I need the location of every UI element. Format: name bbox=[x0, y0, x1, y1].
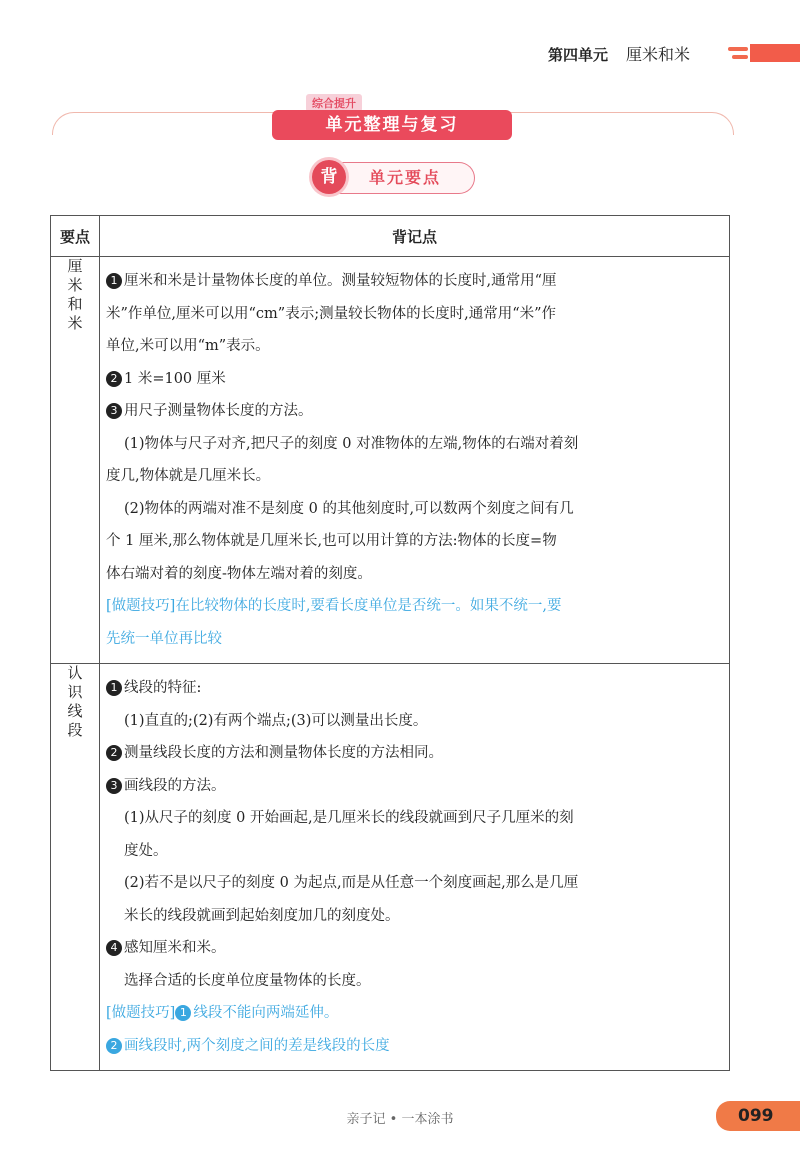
line-text: 画线段时,两个刻度之间的差是线段的长度 bbox=[124, 1037, 390, 1054]
line-text: (2)若不是以尺子的刻度 0 为起点,而是从任意一个刻度画起,那么是几厘 bbox=[124, 875, 579, 891]
banner-tag: 综合提升 bbox=[306, 94, 362, 112]
content-line bbox=[106, 965, 721, 998]
line-text: 用尺子测量物体长度的方法。 bbox=[124, 403, 313, 419]
content-line bbox=[106, 835, 721, 868]
table-header-row bbox=[51, 216, 730, 257]
line-text: 线段的特征: bbox=[124, 680, 202, 696]
content-line bbox=[106, 558, 721, 591]
content-line bbox=[106, 932, 721, 965]
line-text: 米长的线段就画到起始刻度加几的刻度处。 bbox=[124, 907, 400, 924]
content-line bbox=[106, 428, 721, 461]
title-banner bbox=[272, 94, 512, 140]
section-heading bbox=[312, 160, 477, 196]
tip-line bbox=[106, 623, 721, 656]
page-number-tab bbox=[716, 1101, 800, 1131]
line-text: 线段不能向两端延伸。 bbox=[193, 1005, 339, 1021]
content-line bbox=[106, 525, 721, 558]
number-badge-icon: 2 bbox=[106, 371, 122, 387]
number-badge-icon: 1 bbox=[175, 1005, 191, 1021]
row-content-cell bbox=[100, 664, 730, 1071]
line-text: 先统一单位再比较 bbox=[106, 630, 222, 647]
tip-line bbox=[106, 590, 721, 623]
content-line bbox=[106, 867, 721, 900]
content-line bbox=[106, 460, 721, 493]
content-line bbox=[106, 363, 721, 396]
content-line bbox=[106, 330, 721, 363]
line-text: 单位,米可以用“m”表示。 bbox=[106, 338, 270, 354]
row-label: 认识线段 bbox=[65, 665, 84, 741]
footer-text: 亲子记 • 一本涂书 bbox=[346, 1112, 454, 1127]
line-text: 感知厘米和米。 bbox=[124, 940, 226, 956]
content-line bbox=[106, 770, 721, 803]
banner-title: 单元整理与复习 bbox=[272, 110, 512, 140]
line-text: 画线段的方法。 bbox=[124, 777, 226, 794]
unit-label: 第四单元 bbox=[548, 46, 609, 64]
number-badge-icon: 1 bbox=[106, 680, 122, 696]
content-line bbox=[106, 802, 721, 835]
tip-line bbox=[106, 997, 721, 1030]
line-text: 度处。 bbox=[124, 842, 168, 859]
row-label-cell bbox=[51, 664, 100, 1071]
line-text: 测量线段长度的方法和测量物体长度的方法相同。 bbox=[124, 745, 443, 761]
content-line bbox=[106, 900, 721, 933]
topic-label: 厘米和米 bbox=[626, 45, 691, 64]
line-text: 米”作单位,厘米可以用“cm”表示;测量较长物体的长度时,通常用“米”作 bbox=[106, 305, 557, 322]
line-text: 厘米和米是计量物体长度的单位。测量较短物体的长度时,通常用“厘 bbox=[124, 273, 557, 289]
number-badge-icon: 3 bbox=[106, 403, 122, 419]
content-line bbox=[106, 395, 721, 428]
row-label: 厘米和米 bbox=[65, 258, 84, 334]
page-number: 099 bbox=[738, 1106, 774, 1126]
line-text: (1)物体与尺子对齐,把尺子的刻度 0 对准物体的左端,物体的右端对着刻 bbox=[124, 435, 579, 452]
line-text: 1 米=100 厘米 bbox=[124, 370, 226, 387]
key-points-table bbox=[50, 215, 730, 1071]
number-badge-icon: 4 bbox=[106, 940, 122, 956]
line-text: 在比较物体的长度时,要看长度单位是否统一。如果不统一,要 bbox=[175, 598, 562, 614]
section-title: 单元要点 bbox=[336, 162, 475, 194]
content-line bbox=[106, 737, 721, 770]
line-text: 个 1 厘米,那么物体就是几厘米长,也可以用计算的方法:物体的长度=物 bbox=[106, 533, 557, 549]
line-text: 体右端对着的刻度-物体左端对着的刻度。 bbox=[106, 565, 372, 582]
row-label-cell bbox=[51, 257, 100, 664]
content-line bbox=[106, 298, 721, 331]
tip-label: [做题技巧] bbox=[106, 1005, 176, 1021]
header-key: 要点 bbox=[51, 216, 100, 257]
number-badge-icon: 2 bbox=[106, 745, 122, 761]
line-text: (1)直直的;(2)有两个端点;(3)可以测量出长度。 bbox=[124, 712, 428, 729]
header-content: 背记点 bbox=[100, 216, 730, 257]
line-text: (1)从尺子的刻度 0 开始画起,是几厘米长的线段就画到尺子几厘米的刻 bbox=[124, 810, 574, 826]
tip-label: [做题技巧] bbox=[106, 598, 176, 614]
content-line bbox=[106, 493, 721, 526]
number-badge-icon: 3 bbox=[106, 778, 122, 794]
content-line bbox=[106, 265, 721, 298]
line-text: 选择合适的长度单位度量物体的长度。 bbox=[124, 972, 371, 989]
line-text: 度几,物体就是几厘米长。 bbox=[106, 468, 271, 484]
recite-icon: 背 bbox=[312, 160, 346, 194]
header-decoration bbox=[728, 44, 800, 62]
table-row bbox=[51, 257, 730, 664]
content-line bbox=[106, 672, 721, 705]
line-text: (2)物体的两端对准不是刻度 0 的其他刻度时,可以数两个刻度之间有几 bbox=[124, 500, 574, 517]
number-badge-icon: 1 bbox=[106, 273, 122, 289]
header-unit bbox=[548, 42, 690, 65]
tip-line bbox=[106, 1030, 721, 1063]
number-badge-icon: 2 bbox=[106, 1038, 122, 1054]
content-line bbox=[106, 705, 721, 738]
row-content-cell bbox=[100, 257, 730, 664]
table-row bbox=[51, 664, 730, 1071]
